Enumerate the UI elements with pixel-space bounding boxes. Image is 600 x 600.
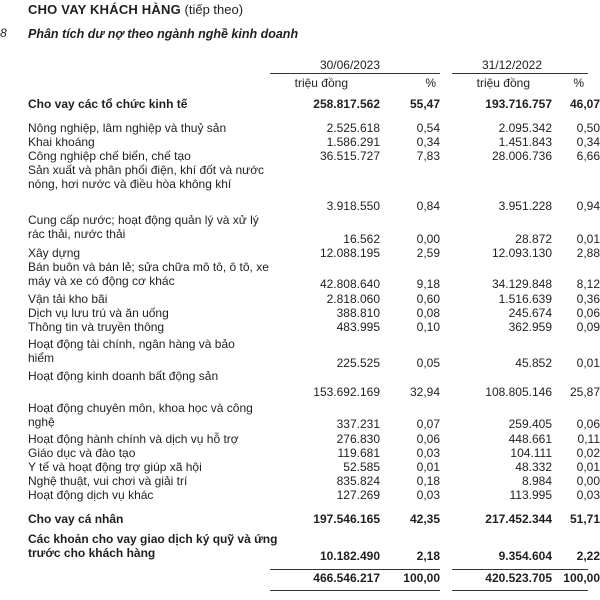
row-v2: 48.332 xyxy=(515,460,552,474)
row-v2: 259.405 xyxy=(508,417,552,431)
row-label: Công nghiệp chế biến, chế tạo xyxy=(28,149,191,163)
row-label: Giáo dục và đào tạo xyxy=(28,446,136,460)
row-p2: 46,07 xyxy=(569,97,600,111)
row-p2: 0,09 xyxy=(576,320,600,334)
row-v1: 12.088.195 xyxy=(319,246,380,260)
row-v1: 483.995 xyxy=(336,320,380,334)
section-title-suffix: (tiếp theo) xyxy=(184,2,244,17)
row-v2: 1.516.639 xyxy=(498,292,552,306)
row-p1: 32,94 xyxy=(409,385,440,399)
total-v2: 420.523.705 xyxy=(485,571,552,585)
pct-header-2: % xyxy=(573,76,584,90)
row-p1: 0,18 xyxy=(416,474,440,488)
period2-header-rule xyxy=(452,73,588,74)
row-label: Cho vay cá nhân xyxy=(28,512,124,526)
row-v1: 276.830 xyxy=(336,432,380,446)
row-label: Cho vay các tổ chức kinh tế xyxy=(28,97,188,111)
pct-header-1: % xyxy=(425,76,436,90)
total-top-rule-2 xyxy=(452,569,588,570)
total-bottom-rule-1 xyxy=(270,590,440,591)
row-p2: 6,66 xyxy=(576,149,600,163)
row-v1: 258.817.562 xyxy=(313,97,380,111)
row-label: Y tế và hoạt động trợ giúp xã hội xyxy=(28,460,202,474)
row-p1: 0,03 xyxy=(416,446,440,460)
row-p2: 0,36 xyxy=(576,292,600,306)
row-v1: 119.681 xyxy=(337,446,380,460)
row-v1: 337.231 xyxy=(336,417,380,431)
row-p1: 0,00 xyxy=(416,232,440,246)
row-p1: 55,47 xyxy=(409,97,440,111)
row-v1: 42.808.640 xyxy=(319,277,380,291)
row-v1: 52.585 xyxy=(343,460,380,474)
row-v2: 12.093.130 xyxy=(491,246,552,260)
row-p1: 0,06 xyxy=(416,432,440,446)
row-p2: 2,22 xyxy=(576,549,600,563)
row-p1: 9,18 xyxy=(416,277,440,291)
row-v2: 193.716.757 xyxy=(485,97,552,111)
row-p1: 0,03 xyxy=(416,488,440,502)
section-marker: 8 xyxy=(0,26,7,40)
row-label: Hoạt động kinh doanh bất động sản xyxy=(28,369,219,383)
row-p1: 0,01 xyxy=(416,460,440,474)
row-v2: 34.129.848 xyxy=(491,277,552,291)
row-p2: 0,06 xyxy=(576,417,600,431)
total-top-rule-1 xyxy=(270,569,440,570)
row-v2: 8.984 xyxy=(521,474,552,488)
total-bottom-rule-2 xyxy=(452,590,588,591)
row-p2: 8,12 xyxy=(576,277,600,291)
row-label: Hoạt động chuyên môn, khoa học và công nghệ xyxy=(28,401,253,429)
row-p1: 42,35 xyxy=(409,512,440,526)
total-p2: 100,00 xyxy=(563,571,600,585)
row-v1: 197.546.165 xyxy=(313,512,380,526)
row-p2: 0,00 xyxy=(576,474,600,488)
row-v2: 1.451.843 xyxy=(498,135,552,149)
row-p2: 0,03 xyxy=(576,488,600,502)
row-v1: 2.525.618 xyxy=(326,121,380,135)
row-p2: 0,01 xyxy=(576,232,600,246)
row-label: Dịch vụ lưu trú và ăn uống xyxy=(28,306,169,320)
period2-header: 31/12/2022 xyxy=(481,58,542,72)
row-p2: 0,11 xyxy=(577,432,600,446)
row-v1: 2.818.060 xyxy=(326,292,380,306)
row-v2: 28.872 xyxy=(515,232,552,246)
row-p2: 2,88 xyxy=(576,246,600,260)
row-v2: 45.852 xyxy=(515,356,552,370)
row-v1: 36.515.727 xyxy=(319,149,380,163)
total-p1: 100,00 xyxy=(403,571,440,585)
row-label: Hoạt động hành chính và dịch vụ hỗ trợ xyxy=(28,432,239,446)
row-p2: 0,02 xyxy=(576,446,600,460)
row-p2: 0,50 xyxy=(576,121,600,135)
row-p1: 7,83 xyxy=(416,149,440,163)
row-p2: 0,34 xyxy=(576,135,600,149)
row-label: Nông nghiệp, lâm nghiệp và thuỷ sản xyxy=(28,121,227,135)
row-label: Sản xuất và phân phối điện, khí đốt và nước nóng, hơi nước và điều hòa không khí xyxy=(28,163,265,191)
row-p1: 0,10 xyxy=(416,320,440,334)
row-v2: 3.951.228 xyxy=(498,199,552,213)
row-p2: 25,87 xyxy=(569,385,600,399)
row-v2: 2.095.342 xyxy=(498,121,552,135)
row-v2: 108.805.146 xyxy=(485,385,552,399)
row-label: Cung cấp nước; hoạt động quản lý và xử lý rác thải, nước thải xyxy=(28,213,259,241)
row-v1: 835.824 xyxy=(336,474,380,488)
section-title xyxy=(28,2,243,17)
row-p1: 0,34 xyxy=(416,135,440,149)
row-v2: 362.959 xyxy=(508,320,552,334)
row-v2: 448.661 xyxy=(508,432,552,446)
row-v1: 127.269 xyxy=(336,488,380,502)
total-v1: 466.546.217 xyxy=(313,571,380,585)
row-v2: 104.111 xyxy=(510,446,552,460)
section-title-text: CHO VAY KHÁCH HÀNG xyxy=(28,2,181,17)
row-label: Hoạt động tài chính, ngân hàng và bảo hiểm xyxy=(28,337,235,365)
row-p1: 0,07 xyxy=(416,417,440,431)
row-label: Các khoản cho vay giao dịch ký quỹ và ứng trước cho khách hàng xyxy=(28,532,278,560)
row-p1: 2,59 xyxy=(416,246,440,260)
row-p1: 0,60 xyxy=(416,292,440,306)
row-v1: 16.562 xyxy=(343,232,380,246)
row-v2: 113.995 xyxy=(509,488,552,502)
row-v1: 153.692.169 xyxy=(313,385,380,399)
unit-header-1: triệu đồng xyxy=(294,76,348,90)
row-v1: 225.525 xyxy=(336,356,380,370)
row-p2: 0,06 xyxy=(576,306,600,320)
row-p1: 0,84 xyxy=(416,199,440,213)
row-p2: 0,01 xyxy=(576,460,600,474)
row-v2: 9.354.604 xyxy=(498,549,552,563)
row-label: Thông tin và truyền thông xyxy=(28,320,165,334)
period1-header: 30/06/2023 xyxy=(319,58,380,72)
row-p2: 0,94 xyxy=(576,199,600,213)
unit-header-2: triệu đồng xyxy=(476,76,530,90)
row-v1: 3.918.550 xyxy=(326,199,380,213)
row-v2: 217.452.344 xyxy=(485,512,552,526)
row-v2: 28.006.736 xyxy=(491,149,552,163)
row-v2: 245.674 xyxy=(508,306,552,320)
row-p2: 51,71 xyxy=(569,512,600,526)
row-v1: 388.810 xyxy=(336,306,380,320)
row-p2: 0,01 xyxy=(576,356,600,370)
row-label: Nghệ thuật, vui chơi và giải trí xyxy=(28,474,188,488)
row-p1: 0,08 xyxy=(416,306,440,320)
section-subtitle: Phân tích dư nợ theo ngành nghề kinh doanh xyxy=(28,27,299,41)
row-p1: 2,18 xyxy=(416,549,440,563)
row-v1: 1.586.291 xyxy=(326,135,380,149)
row-label: Vận tải kho bãi xyxy=(28,292,108,306)
row-label: Khai khoáng xyxy=(28,135,95,149)
row-v1: 10.182.490 xyxy=(319,549,380,563)
row-p1: 0,05 xyxy=(416,356,440,370)
row-label: Xây dựng xyxy=(28,246,81,260)
period1-header-rule xyxy=(270,73,440,74)
row-p1: 0,54 xyxy=(416,121,440,135)
row-label: Hoạt động dịch vụ khác xyxy=(28,488,154,502)
row-label: Bán buôn và bán lẻ; sửa chữa mô tô, ô tô, xe máy và xe có động cơ khác xyxy=(28,260,269,288)
